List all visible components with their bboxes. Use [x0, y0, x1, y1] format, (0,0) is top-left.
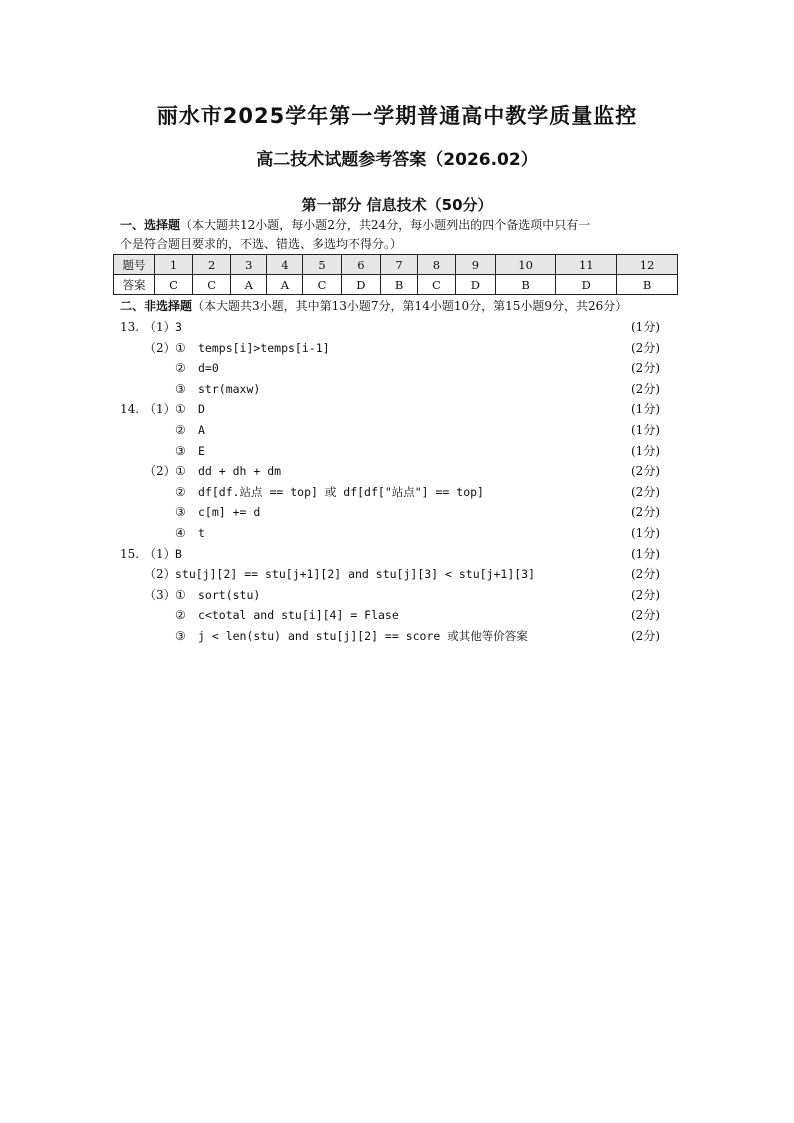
blank-marker: ②	[175, 484, 186, 499]
answer-table-header-row	[114, 255, 678, 275]
score-value: (2分)	[631, 340, 660, 355]
section1-desc-line1: （本大题共12小题，每小题2分，共24分，每小题列出的四个备选项中只有一	[180, 218, 591, 232]
sub-question-label: （1）	[144, 402, 176, 417]
answer-cell: C	[193, 275, 231, 295]
answer-text: sort(stu)	[198, 587, 261, 602]
document-title: 丽水市2025学年第一学期普通高中教学质量监控	[156, 104, 638, 128]
answer-line	[120, 461, 660, 481]
answer-cell: C	[303, 275, 341, 295]
answer-cell: C	[417, 275, 455, 295]
sub-question-label: （2）	[144, 464, 176, 479]
blank-marker: ③	[175, 505, 186, 520]
answer-line	[120, 626, 660, 646]
answer-text: B	[175, 546, 182, 561]
sub-question-label: （1）	[144, 320, 176, 334]
answer-line	[120, 317, 660, 337]
answer-text: c[m] += d	[198, 505, 261, 520]
header-label-cell: 题号	[114, 255, 155, 275]
answer-line	[120, 420, 660, 440]
answer-cell: D	[341, 275, 381, 295]
answer-cell: A	[231, 275, 267, 295]
answer-line	[120, 482, 660, 502]
answer-cell: B	[617, 275, 678, 295]
answer-label-cell: 答案	[114, 275, 155, 295]
question-number-cell: 2	[193, 255, 231, 275]
answer-line	[120, 338, 660, 358]
question-number: 15.	[120, 546, 140, 561]
answer-table-answer-row	[114, 275, 678, 295]
answer-text: c<total and stu[i][4] = Flase	[198, 608, 399, 623]
score-value: (2分)	[631, 381, 660, 396]
answer-line	[120, 523, 660, 543]
part-heading: 第一部分 信息技术（50分）	[301, 196, 493, 214]
blank-marker: ②	[175, 608, 186, 623]
answer-cell: A	[267, 275, 303, 295]
question-number-cell: 8	[417, 255, 455, 275]
document-subtitle: 高二技术试题参考答案（2026.02）	[256, 150, 538, 170]
score-value: (1分)	[631, 546, 660, 561]
question-number-cell: 3	[231, 255, 267, 275]
sub-question-label: （2）	[144, 567, 176, 582]
blank-marker: ③	[175, 381, 186, 396]
blank-marker: ②	[175, 361, 186, 376]
blank-marker: ①	[175, 402, 186, 417]
score-value: (2分)	[631, 484, 660, 499]
score-value: (2分)	[631, 587, 660, 602]
answer-text: D	[198, 402, 205, 417]
question-number-cell: 10	[495, 255, 556, 275]
section2-desc: （本大题共3小题，其中第13小题7分，第14小题10分，第15小题9分，共26分）	[192, 299, 628, 313]
answer-line	[120, 544, 660, 564]
answer-text: A	[198, 423, 205, 437]
question-number-cell: 5	[303, 255, 341, 275]
score-value: (1分)	[631, 443, 660, 458]
answer-cell: D	[456, 275, 496, 295]
answer-line	[120, 564, 660, 584]
answer-cell: B	[495, 275, 556, 295]
answer-cell: B	[381, 275, 418, 295]
answer-table	[113, 254, 678, 295]
section1-instructions	[120, 216, 680, 254]
score-value: (2分)	[631, 505, 660, 520]
score-value: (1分)	[631, 423, 660, 437]
answer-line	[120, 358, 660, 378]
answer-line	[120, 379, 660, 399]
question-number-cell: 11	[556, 255, 617, 275]
blank-marker: ③	[175, 629, 186, 643]
question-number-cell: 4	[267, 255, 303, 275]
question-number-cell: 1	[155, 255, 193, 275]
score-value: (2分)	[631, 629, 660, 643]
question-number-cell: 7	[381, 255, 418, 275]
answer-text: df[df.站点 == top] 或 df[df["站点"] == top]	[198, 484, 484, 499]
answer-text: E	[198, 443, 205, 458]
sub-question-label: （1）	[144, 546, 176, 561]
answer-cell: C	[155, 275, 193, 295]
answer-text: dd + dh + dm	[198, 464, 282, 479]
blank-marker: ④	[175, 526, 186, 540]
score-value: (1分)	[631, 320, 660, 334]
blank-marker: ①	[175, 587, 186, 602]
answer-line	[120, 585, 660, 605]
blank-marker: ②	[175, 423, 186, 437]
sub-question-label: （2）	[144, 340, 176, 355]
blank-marker: ①	[175, 340, 186, 355]
answer-text: str(maxw)	[198, 381, 261, 396]
answer-line	[120, 502, 660, 522]
answer-line	[120, 399, 660, 419]
question-number-cell: 6	[341, 255, 381, 275]
score-value: (2分)	[631, 608, 660, 623]
sub-question-label: （3）	[144, 587, 176, 602]
question-number-cell: 9	[456, 255, 496, 275]
answer-line	[120, 441, 660, 461]
answer-text: temps[i]>temps[i-1]	[198, 340, 330, 355]
score-value: (1分)	[631, 526, 660, 540]
answer-text: 3	[175, 320, 182, 334]
section2-heading: 二、非选择题	[120, 299, 193, 313]
section1-desc-line2: 个是符合题目要求的，不选、错选、多选均不得分。）	[120, 237, 403, 251]
section2-instructions	[120, 297, 680, 316]
answer-text: d=0	[198, 361, 219, 376]
answer-line	[120, 605, 660, 625]
blank-marker: ①	[175, 464, 186, 479]
score-value: (2分)	[631, 361, 660, 376]
answer-text: j < len(stu) and stu[j][2] == score 或其他等价答案	[198, 629, 528, 643]
score-value: (2分)	[631, 464, 660, 479]
answer-text: t	[198, 526, 205, 540]
answer-cell: D	[556, 275, 617, 295]
answer-text: stu[j][2] == stu[j+1][2] and stu[j][3] < stu[j+1][3]	[175, 567, 536, 582]
score-value: (2分)	[631, 567, 660, 582]
question-number: 14.	[120, 402, 140, 417]
blank-marker: ③	[175, 443, 186, 458]
question-number-cell: 12	[617, 255, 678, 275]
question-number: 13.	[120, 320, 140, 334]
section1-heading: 一、选择题	[120, 218, 181, 232]
score-value: (1分)	[631, 402, 660, 417]
